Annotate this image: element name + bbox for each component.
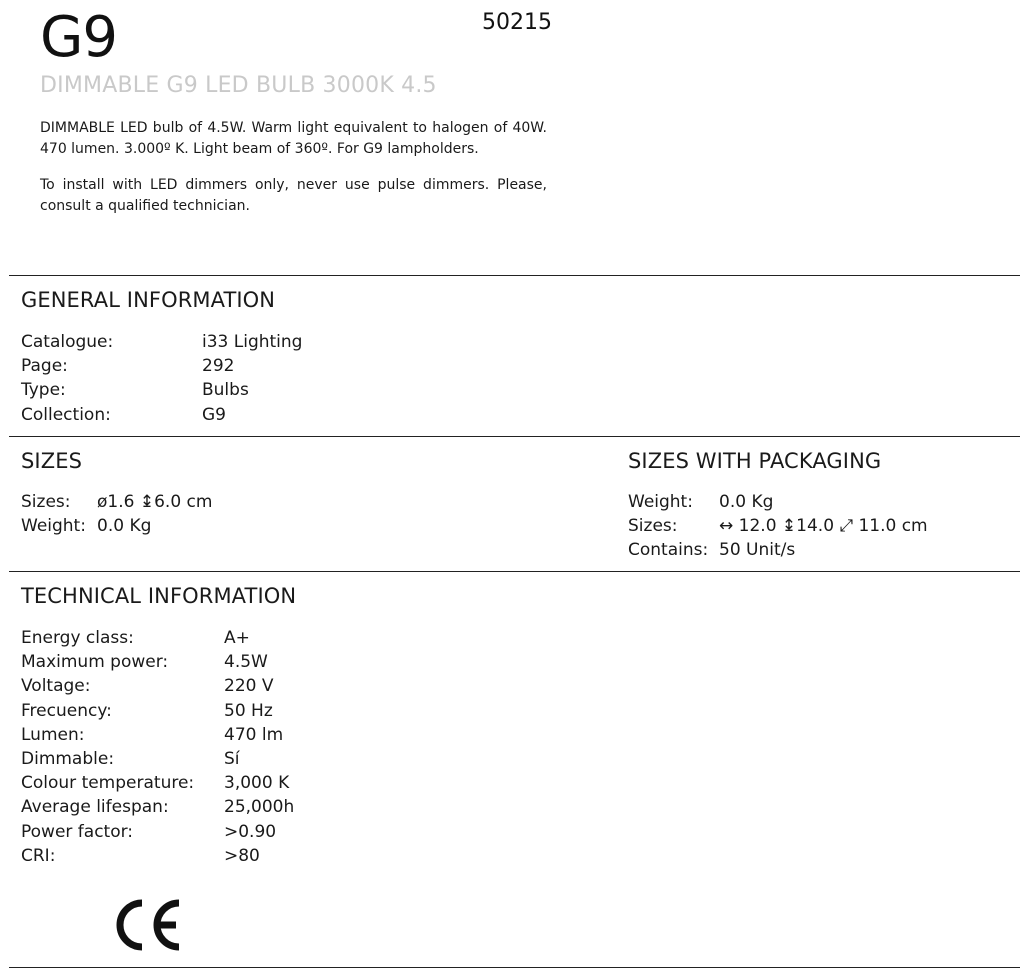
table-row xyxy=(21,626,294,650)
depth-value: 11.0 cm xyxy=(858,516,928,537)
row-value: i33 Lighting xyxy=(202,332,303,352)
row-label: Colour temperature: xyxy=(21,773,195,794)
divider xyxy=(9,571,1020,572)
table-row xyxy=(21,674,294,698)
row-value: 3,000 K xyxy=(224,773,290,794)
table-row xyxy=(21,490,212,514)
table-row xyxy=(21,403,302,427)
table-row xyxy=(21,354,302,378)
product-code-title: G9 xyxy=(40,5,118,70)
row-value: 50 Hz xyxy=(224,700,273,721)
packaging-title: SIZES WITH PACKAGING xyxy=(628,449,882,473)
weight-value: 0.0 Kg xyxy=(719,492,774,512)
width-value: 12.0 xyxy=(738,516,777,537)
row-label: Power factor: xyxy=(21,821,134,842)
row-value: 470 lm xyxy=(224,724,284,745)
installation-note: To install with LED dimmers only, never use pulse dimmers. Please, consult a qualified technician. xyxy=(40,177,547,214)
product-reference: 50215 xyxy=(482,10,552,35)
ce-mark-icon xyxy=(113,897,183,957)
divider xyxy=(9,436,1020,437)
table-row xyxy=(628,490,928,514)
weight-label: Weight: xyxy=(21,516,86,537)
general-information-title: GENERAL INFORMATION xyxy=(21,288,276,312)
table-row xyxy=(21,514,212,538)
product-description: DIMMABLE LED bulb of 4.5W. Warm light equivalent to halogen of 40W. 470 lumen. 3.000º K. Light beam of 360º. For G9 lampholders. xyxy=(40,120,547,157)
table-row xyxy=(21,699,294,723)
row-value: >80 xyxy=(224,845,260,866)
packaging-table xyxy=(628,490,928,563)
row-label: Catalogue: xyxy=(21,332,114,352)
row-value: Bulbs xyxy=(202,380,249,401)
table-row xyxy=(21,330,302,354)
table-row xyxy=(21,378,302,402)
height-icon: ↨ xyxy=(139,492,155,512)
row-label: Average lifespan: xyxy=(21,797,169,818)
table-row xyxy=(21,771,294,795)
row-label: Type: xyxy=(21,380,66,401)
depth-icon: ⤢ xyxy=(839,516,854,537)
table-row xyxy=(21,844,294,868)
table-row xyxy=(21,747,294,771)
technical-information-table xyxy=(21,626,294,868)
height-icon: ↨ xyxy=(781,516,797,537)
table-row xyxy=(21,723,294,747)
row-value: >0.90 xyxy=(224,821,277,842)
table-row xyxy=(21,795,294,819)
technical-information-title: TECHNICAL INFORMATION xyxy=(21,584,297,608)
row-value: A+ xyxy=(224,628,250,648)
height-value: 6.0 cm xyxy=(154,492,213,512)
table-row xyxy=(628,538,928,562)
weight-label: Weight: xyxy=(628,492,693,512)
row-value: 25,000h xyxy=(224,797,295,818)
sizes-label: Sizes: xyxy=(21,492,71,512)
height-value: 14.0 xyxy=(796,516,835,537)
row-label: Energy class: xyxy=(21,628,134,648)
weight-value: 0.0 Kg xyxy=(97,516,152,537)
row-value: 4.5W xyxy=(224,652,268,673)
row-label: Page: xyxy=(21,356,68,377)
width-icon: ↔ xyxy=(719,516,734,537)
general-information-table xyxy=(21,330,302,427)
sizes-title: SIZES xyxy=(21,449,83,473)
contains-value: 50 Unit/s xyxy=(719,540,796,561)
divider xyxy=(9,275,1020,276)
table-row xyxy=(21,650,294,674)
row-label: CRI: xyxy=(21,845,56,866)
row-label: Lumen: xyxy=(21,724,85,745)
divider xyxy=(9,967,1020,968)
row-label: Maximum power: xyxy=(21,652,169,673)
row-value: Sí xyxy=(224,748,240,769)
contains-label: Contains: xyxy=(628,540,709,561)
row-value: 220 V xyxy=(224,676,274,697)
row-label: Voltage: xyxy=(21,676,91,697)
diameter-value: ø1.6 xyxy=(97,492,135,512)
product-subtitle: DIMMABLE G9 LED BULB 3000K 4.5 xyxy=(40,73,437,98)
sizes-table xyxy=(21,490,212,538)
table-row xyxy=(628,514,928,538)
row-label: Dimmable: xyxy=(21,748,115,769)
row-value: 292 xyxy=(202,356,235,377)
row-label: Frecuency: xyxy=(21,700,112,721)
row-label: Collection: xyxy=(21,404,111,425)
table-row xyxy=(21,820,294,844)
sizes-label: Sizes: xyxy=(628,516,678,537)
row-value: G9 xyxy=(202,404,226,425)
